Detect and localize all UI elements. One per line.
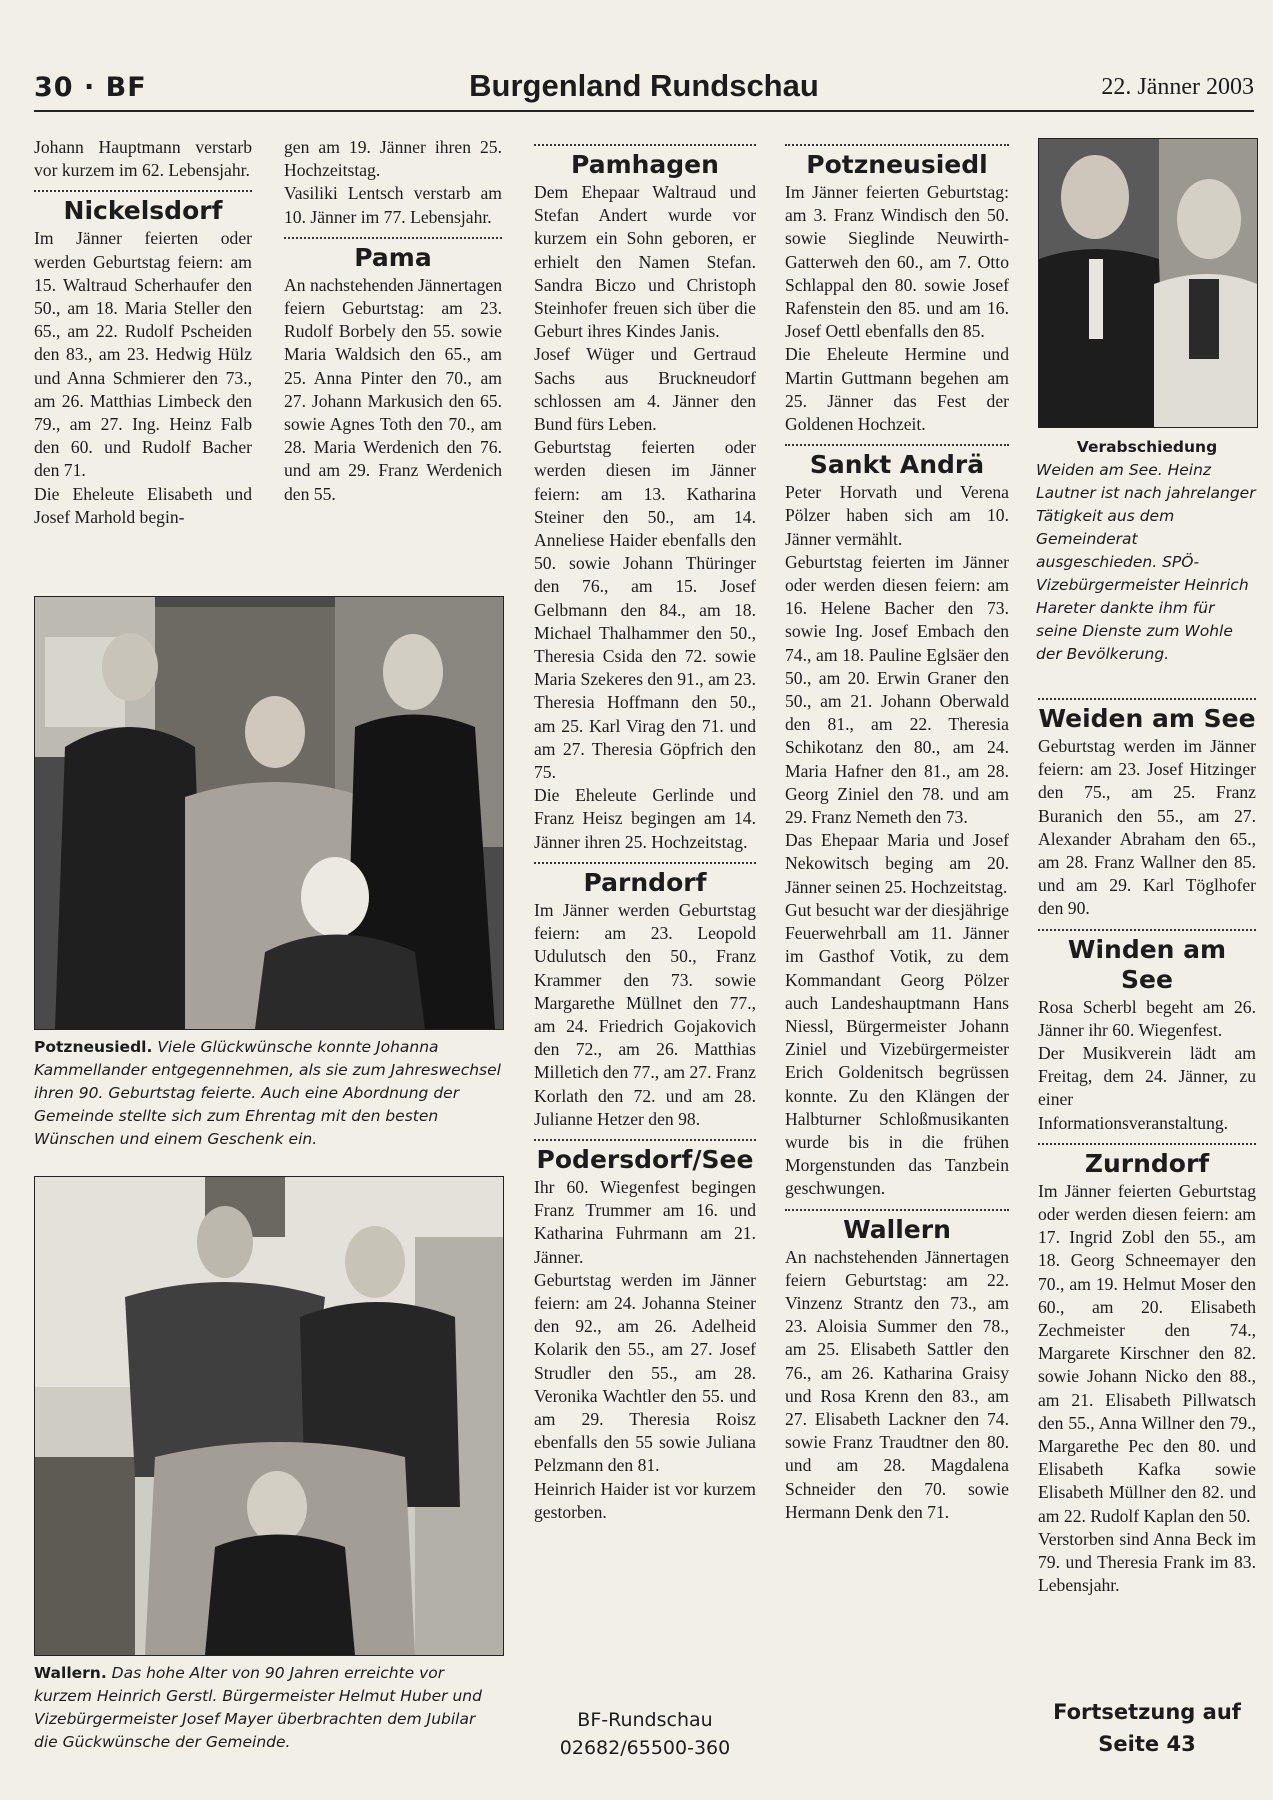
section-divider: [534, 144, 756, 146]
column-4: [785, 136, 1009, 1524]
caption-lead: Potzneusiedl.: [34, 1038, 153, 1056]
section-divider: [1038, 698, 1256, 700]
contact-phone: 02682/65500-360: [559, 1737, 731, 1759]
caption-lead: Verabschiedung: [1076, 438, 1218, 456]
article-text: Vasiliki Lentsch verstarb am 10. Jänner im 77. Lebensjahr.: [284, 183, 502, 227]
section-title-pama: Pama: [354, 242, 432, 272]
photo-wallern: [34, 1176, 504, 1656]
column-2: [284, 136, 502, 506]
article-text: Der Musikverein lädt am Freitag, dem 24. Jänner, zu einer Informationsveranstaltung.: [1038, 1043, 1256, 1133]
section-divider: [534, 1139, 756, 1141]
continued-page: Seite 43: [1098, 1732, 1196, 1756]
section-divider: [1038, 929, 1256, 931]
section-divider: [1038, 1143, 1256, 1145]
section-title-weiden: Weiden am See: [1038, 704, 1256, 733]
photo-potzneusiedl-image: [35, 597, 503, 1029]
article-text: Geburtstag feierten oder werden diesen im Jänner feiern: am 13. Katharina Steiner den 50., am 14. Anneliese Haider ebenfalls den 50. sowie Johann Thüringer den 76., am 15. Josef Gelbmann den 84., am 18. Michael Thalhammer den 50., Theresia Csida den 72. sowie Maria Szekeres den 91., am 23. Theresia Hoffmann den 50., am 25. Karl Virag den 71. und am 27. Theresia Göpfrich den 75.: [534, 437, 756, 783]
article-text: Peter Horvath und Verena Pölzer haben sich am 10. Jänner vermählt.: [785, 482, 1009, 549]
article-text: Die Eheleute Elisabeth und Josef Marhold begin-: [34, 483, 252, 527]
column-5: [1038, 690, 1256, 1598]
photo-weiden: [1038, 138, 1258, 428]
caption-text: Viele Glückwünsche konnte Johanna Kammellander entgegennehmen, als sie zum Jahreswechsel ihren 90. Geburtstag feierte. Auch eine Abordnung der Gemeinde stellte sich zum Ehrentag mit den besten Wünschen und einem Geschenk ein.: [34, 1038, 501, 1148]
section-title-nickelsdorf: Nickelsdorf: [63, 196, 223, 226]
article-text: Gut besucht war der diesjährige Feuerwehrball am 11. Jänner im Gasthof Votik, zu dem Kommandant Georg Pölzer auch Landeshauptmann Hans Niessl, Bürgermeister Johann Ziniel und Vizebürgermeister Erich Goldenitsch begrüssen konnte. Zu den Klängen der Halbturner Schloßmusikanten wurde bis in die frühen Morgenstunden das Tanzbein geschwungen.: [785, 899, 1009, 1199]
column-3: [534, 136, 756, 1524]
continued-text: Fortsetzung auf: [1053, 1700, 1241, 1724]
section-divider: [284, 237, 502, 239]
section-divider: [534, 862, 756, 864]
contact-name: BF-Rundschau: [577, 1709, 713, 1731]
section-title-parndorf: Parndorf: [583, 867, 707, 897]
caption-text: Das hohe Alter von 90 Jahren erreichte vor kurzem Heinrich Gerstl. Bürgermeister Helmut Huber und Vizebürgermeister Josef Mayer überbrachten dem Jubilar die Gückwünsche der Gemeinde.: [34, 1664, 482, 1751]
article-text: Johann Hauptmann verstarb vor kurzem im 62. Lebensjahr.: [34, 137, 252, 181]
article-text: Geburtstag feierten im Jänner oder werden diesen feiern: am 16. Helene Bacher den 73. sowie Ing. Josef Embach den 74., am 18. Pauline Eglsäer den 50., am 20. Erwin Graner den 50., am 21. Johann Oberwald den 81., am 22. Theresia Schikotanz den 80., am 24. Maria Hafner den 81., am 28. Georg Ziniel den 78. und am 29. Franz Nemeth den 73.: [785, 551, 1009, 828]
caption-lead: Wallern.: [34, 1664, 107, 1682]
section-title-potzneusiedl: Potzneusiedl: [806, 150, 988, 179]
article-text: Im Jänner feierten Geburtstag oder werden diesen feiern: am 17. Ingrid Zobl den 55., am 18. Georg Schneemayer den 70., am 19. Helmut Moser den 60., am 20. Elisabeth Zechmeister den 74., Margarete Kirschner den 82. sowie Johann Nicko den 88., am 21. Elisabeth Pillwatsch den 55., Anna Willner den 79., Margarethe Pec den 80. und Elisabeth Kafka sowie Elisabeth Müllner den 82. und am 22. Rudolf Kaplan den 50.: [1038, 1180, 1256, 1526]
article-text: Die Eheleute Gerlinde und Franz Heisz begingen am 14. Jänner ihren 25. Hochzeitstag.: [534, 785, 756, 852]
section-divider: [785, 144, 1009, 146]
article-text: Die Eheleute Hermine und Martin Guttmann begehen am 25. Jänner das Fest der Goldenen Hochzeit.: [785, 344, 1009, 435]
section-title-zurndorf: Zurndorf: [1084, 1148, 1210, 1178]
section-title-winden: Winden am See: [1067, 934, 1227, 994]
caption-text: Weiden am See. Heinz Lautner ist nach jahrelanger Tätigkeit aus dem Gemeinderat ausgeschieden. SPÖ-Vizebürgermeister Heinrich Hareter dankte ihm für seine Dienste zum Wohle der Bevölkerung.: [1036, 461, 1256, 663]
photo-weiden-image: [1039, 139, 1257, 427]
article-text: gen am 19. Jänner ihren 25. Hochzeitstag.: [284, 137, 502, 181]
page-header: [34, 66, 1254, 112]
photo-potzneusiedl: [34, 596, 504, 1030]
caption-potzneusiedl: [34, 1036, 502, 1151]
article-text: Geburtstag werden im Jänner feiern: am 23. Josef Hitzinger den 75., am 25. Franz Buranich den 55., am 27. Alexander Abraham den 65., am 28. Franz Wallner den 85. und am 29. Karl Töglhofer den 90.: [1038, 736, 1256, 919]
article-text: An nachstehenden Jännertagen feiern Geburtstag: am 22. Vinzenz Strantz den 73., am 23. Aloisia Summer den 78., am 25. Elisabeth Sattler den 76., am 26. Katharina Graisy und Rosa Krenn den 83., am 27. Elisabeth Lackner den 74. sowie Franz Traudtner den 80. und am 28. Magdalena Schneider den 70. sowie Hermann Denk den 71.: [785, 1246, 1009, 1522]
section-divider: [34, 190, 252, 192]
article-text: Das Ehepaar Maria und Josef Nekowitsch beging am 20. Jänner seinen 25. Hochzeitstag.: [785, 830, 1009, 897]
article-text: Ihr 60. Wiegenfest begingen Franz Trummer am 16. und Katharina Fuhrmann am 21. Jänner.: [534, 1176, 756, 1267]
article-text: Josef Wüger und Gertraud Sachs aus Bruckneudorf schlossen am 4. Jänner den Bund fürs Leben.: [534, 344, 756, 435]
article-text: Dem Ehepaar Waltraud und Stefan Andert wurde vor kurzem ein Sohn geboren, er erhielt den Namen Stefan. Sandra Biczo und Christoph Steinhofer freuen sich über die Geburt ihres Kindes Janis.: [534, 182, 756, 342]
section-divider: [785, 1209, 1009, 1211]
continued-note: [1038, 1696, 1256, 1760]
article-text: An nachstehenden Jännertagen feiern Geburtstag: am 23. Rudolf Borbely den 55. sowie Maria Waldsich den 65., am 25. Anna Pinter den 70., am 27. Johann Markusich den 65. sowie Agnes Toth den 70., am 28. Maria Werdenich den 76. und am 29. Franz Werdenich den 55.: [284, 274, 502, 504]
caption-weiden: [1036, 436, 1258, 666]
article-text: Im Jänner werden Geburtstag feiern: am 23. Leopold Udulutsch den 50., Franz Krammer den 73. sowie Margarethe Müllnet den 77., am 24. Friedrich Gojakovich den 72., am 26. Matthias Milletich den 77., am 27. Franz Korlath den 72. und am 28. Julianne Hetzer den 98.: [534, 899, 756, 1129]
article-text: Im Jänner feierten oder werden Geburtstag feiern: am 15. Waltraud Scherhaufer den 50., am 18. Maria Steller den 65., am 22. Rudolf Pscheiden den 83., am 23. Hedwig Hülz und Anna Schmierer den 73., am 26. Matthias Limbeck den 79., am 27. Ing. Heinz Falb den 60. und Rudolf Bacher den 71.: [34, 228, 252, 481]
section-title-pamhagen: Pamhagen: [571, 150, 719, 179]
article-text: Verstorben sind Anna Beck im 79. und Theresia Frank im 83. Lebensjahr.: [1038, 1528, 1256, 1596]
article-text: Rosa Scherbl begeht am 26. Jänner ihr 60. Wiegenfest.: [1038, 996, 1256, 1040]
caption-wallern: [34, 1662, 502, 1754]
photo-wallern-image: [35, 1177, 503, 1655]
column-1: [34, 136, 252, 529]
newspaper-title: Burgenland Rundschau: [469, 68, 819, 103]
page-number: 30 · BF: [34, 72, 147, 103]
issue-date: 22. Jänner 2003: [1101, 74, 1254, 100]
section-title-sankt-andrae: Sankt Andrä: [809, 450, 985, 480]
section-title-podersdorf: Podersdorf/See: [536, 1144, 754, 1174]
section-title-wallern: Wallern: [843, 1214, 951, 1244]
contact-block: [534, 1706, 756, 1762]
article-text: Im Jänner feierten Geburtstag: am 3. Franz Windisch den 50. sowie Sieglinde Neuwirth-Gatterweh den 60., am 7. Otto Schlappal den 80. sowie Josef Rafenstein den 85. und am 16. Josef Oettl ebenfalls den 85.: [785, 182, 1009, 342]
article-text: Geburtstag werden im Jänner feiern: am 24. Johanna Steiner den 92., am 26. Adelheid Kolarik den 55., am 27. Josef Strudler den 55., am 28. Veronika Wachtler den 55. und am 29. Theresia Roisz ebenfalls den 55 sowie Juliana Pelzmann den 81.: [534, 1269, 756, 1476]
article-text: Heinrich Haider ist vor kurzem gestorben.: [534, 1478, 756, 1522]
section-divider: [785, 444, 1009, 446]
